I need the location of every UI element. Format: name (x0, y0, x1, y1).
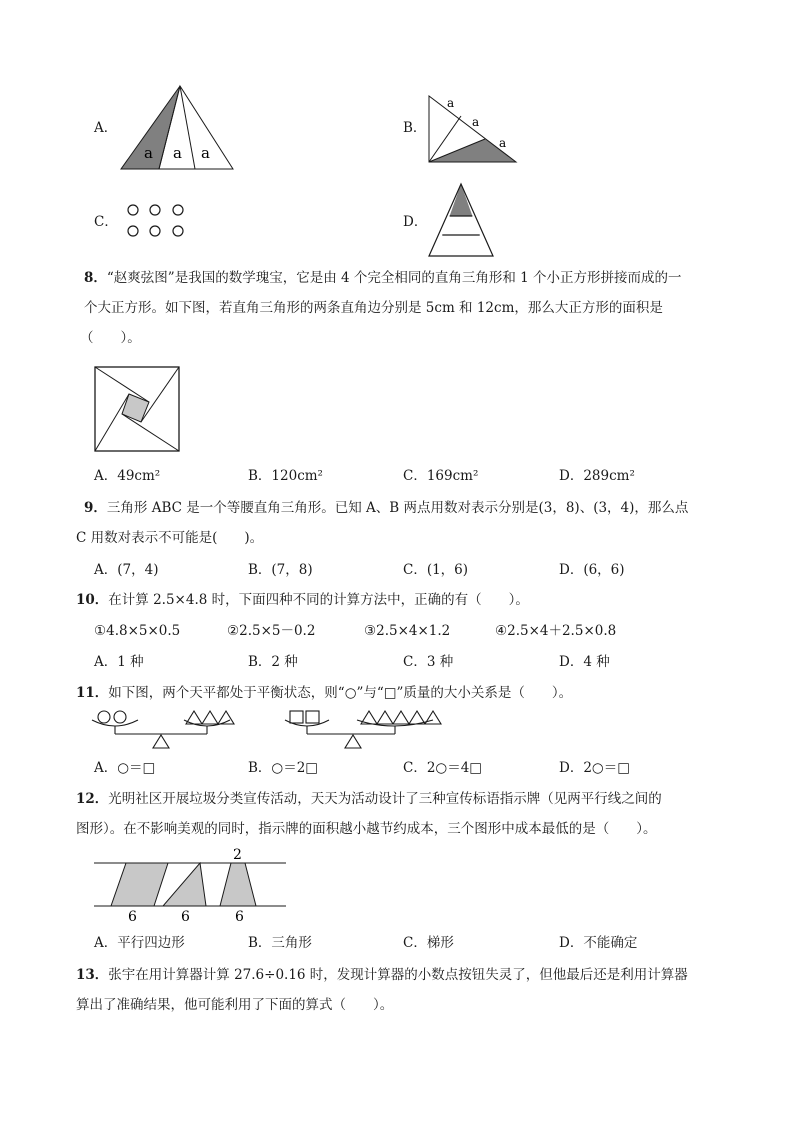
q13-line-2: 算出了准确结果，他可能利用了下面的算式（ ）。 (76, 997, 394, 1013)
q10-option-d[interactable]: D．4 种 (559, 654, 610, 670)
q10-option-b[interactable]: B．2 种 (248, 654, 298, 670)
q12-option-d[interactable]: D．不能确定 (559, 935, 638, 951)
q9-number: 9． (84, 500, 107, 516)
q10-number: 10． (76, 592, 109, 608)
q9-option-b[interactable]: B．(7，8) (248, 562, 313, 578)
q10-option-a[interactable]: A．1 种 (94, 654, 144, 670)
q12-bottom-label-3: 6 (235, 909, 244, 924)
q10-method-4: ④2.5×4＋2.5×0.8 (495, 623, 617, 639)
q12-option-b[interactable]: B．三角形 (248, 935, 312, 951)
q10-method-1: ①4.8×5×0.5 (94, 623, 181, 639)
q12-parallel-figure (92, 846, 292, 924)
q12-line-1: 12．光明社区开展垃圾分类宣传活动，天天为活动设计了三种宣传标语指示牌（见两平行线之间的 (76, 791, 662, 807)
q12-top-label: 2 (233, 847, 242, 863)
q7b-letter-1: a (447, 96, 455, 110)
q11-number: 11． (76, 685, 109, 701)
q13-line-1: 13．张宇在用计算器计算 27.6÷0.16 时，发现计算器的小数点按钮失灵了，但他最后还是利用计算器 (76, 967, 688, 983)
q12-option-a[interactable]: A．平行四边形 (94, 935, 185, 951)
q12-number: 12． (76, 791, 109, 807)
q7-option-d-figure (426, 182, 498, 260)
q8-line-3: （ ）。 (80, 330, 141, 346)
q7-option-a-figure (118, 84, 236, 172)
q10-line-1: 10．在计算 2.5×4.8 时，下面四种不同的计算方法中，正确的有（ ）。 (76, 592, 529, 608)
q11-option-c[interactable]: C．2○＝4□ (403, 760, 483, 776)
q7-option-d-label: D． (403, 214, 428, 230)
q8-option-b[interactable]: B．120cm² (248, 468, 323, 484)
q7a-letter-3: a (201, 144, 210, 162)
q11-balance-2 (283, 708, 443, 752)
q12-option-c[interactable]: C．梯形 (403, 935, 454, 951)
q12-bottom-label-1: 6 (128, 909, 137, 924)
q7-option-a-label: A． (94, 120, 118, 136)
q11-line-1: 11．如下图，两个天平都处于平衡状态，则“○”与“□”质量的大小关系是（ ）。 (76, 685, 573, 701)
q7a-letter-1: a (144, 144, 153, 162)
q9-option-a[interactable]: A．(7，4) (94, 562, 159, 578)
q12-line-2: 图形）。在不影响美观的同时，指示牌的面积越小越节约成本，三个图形中成本最低的是（ ）。 (76, 821, 657, 837)
q9-option-c[interactable]: C．(1，6) (403, 562, 469, 578)
q9-line-1: 9．三角形 ABC 是一个等腰直角三角形。已知 A、B 两点用数对表示分别是(3，8)、(3，4)，那么点 (84, 500, 689, 516)
q9-option-d[interactable]: D．(6，6) (559, 562, 625, 578)
q10-method-3: ③2.5×4×1.2 (364, 623, 451, 639)
q13-number: 13． (76, 967, 109, 983)
q7a-letter-2: a (173, 144, 182, 162)
q11-option-a[interactable]: A．○＝□ (94, 760, 156, 776)
q8-option-a[interactable]: A．49cm² (94, 468, 161, 484)
q11-option-d[interactable]: D．2○＝□ (559, 760, 630, 776)
q8-zhaoshuang-figure (94, 366, 180, 452)
q11-option-b[interactable]: B．○＝2□ (248, 760, 319, 776)
q11-balance-1 (90, 708, 240, 752)
q7b-letter-2: a (472, 115, 480, 129)
q8-option-d[interactable]: D．289cm² (559, 468, 635, 484)
q7-option-b-label: B． (403, 120, 427, 136)
q8-number: 8． (84, 270, 107, 286)
q10-option-c[interactable]: C．3 种 (403, 654, 454, 670)
q8-option-c[interactable]: C．169cm² (403, 468, 479, 484)
q12-bottom-label-2: 6 (181, 909, 190, 924)
q7-option-c-figure (124, 200, 188, 242)
q10-method-2: ②2.5×5－0.2 (227, 623, 316, 639)
q7-option-c-label: C． (94, 214, 118, 230)
q7b-letter-3: a (499, 136, 507, 150)
q9-line-2: C 用数对表示不可能是( )。 (76, 530, 264, 546)
q8-line-1: 8．“赵爽弦图”是我国的数学瑰宝，它是由 4 个完全相同的直角三角形和 1 个小正方形拼接而成的一 (84, 270, 682, 286)
q8-line-2: 个大正方形。如下图，若直角三角形的两条直角边分别是 5cm 和 12cm，那么大正方形的面积是 (84, 300, 663, 316)
q7-option-b-figure (424, 94, 524, 166)
